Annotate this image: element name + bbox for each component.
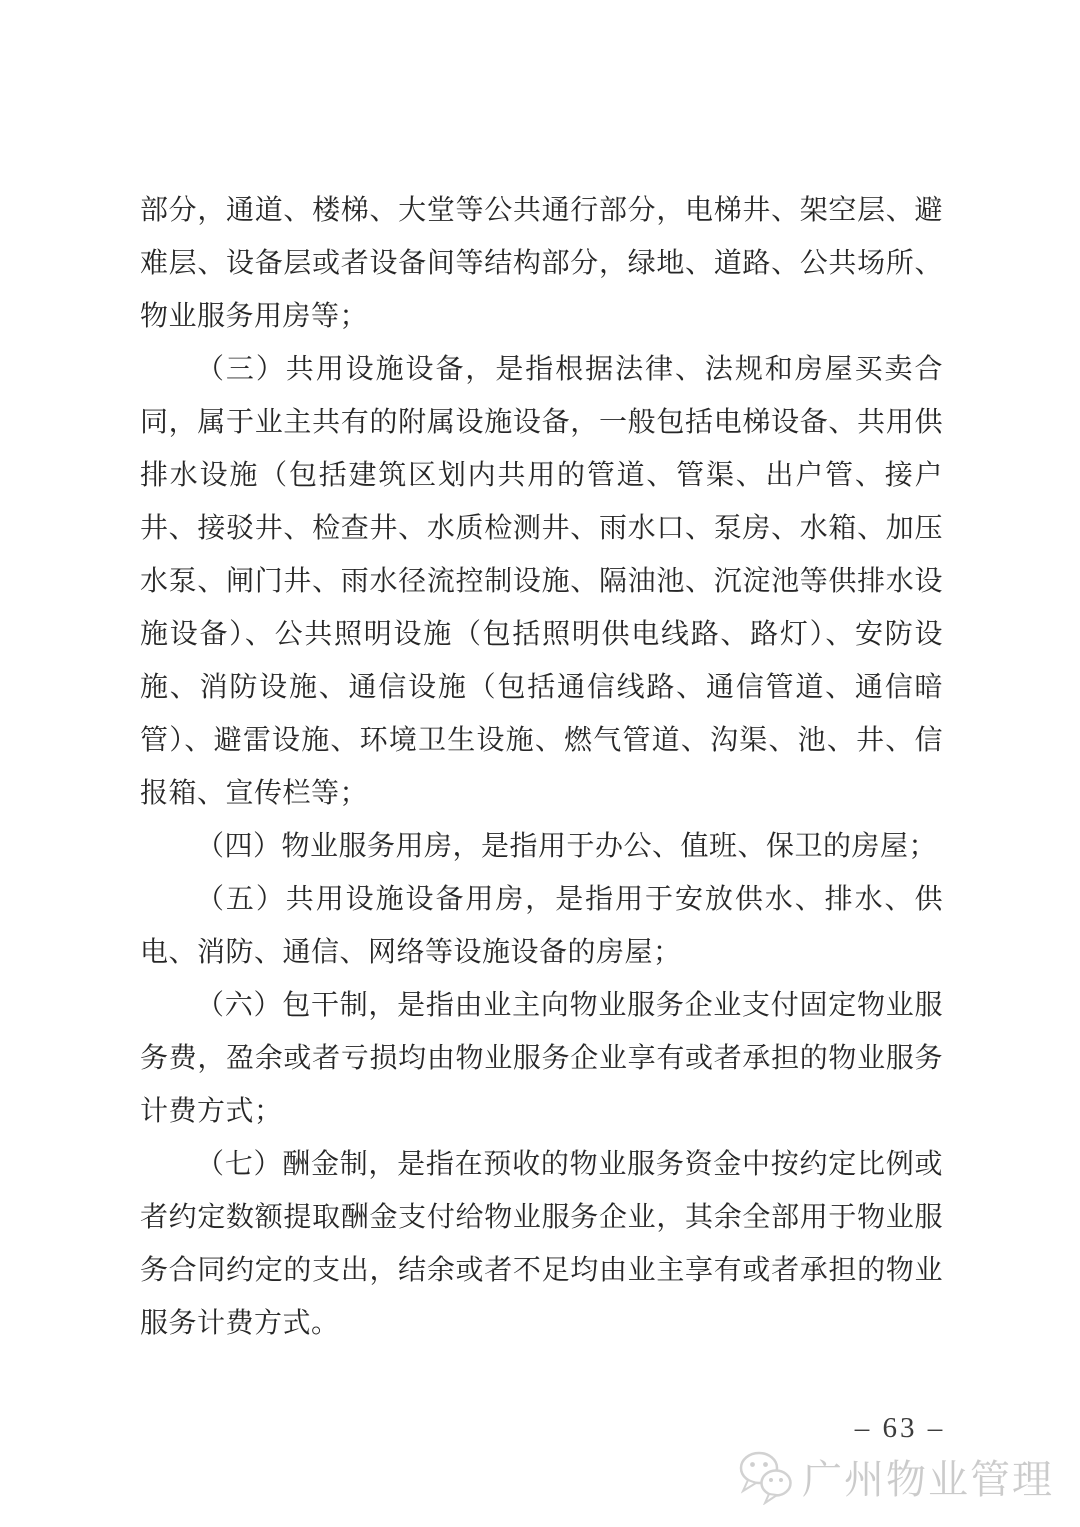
page-number: – 63 – — [854, 1412, 946, 1444]
wechat-icon — [738, 1449, 794, 1505]
paragraph: （四）物业服务用房，是指用于办公、值班、保卫的房屋； — [196, 831, 938, 862]
paragraph: （六）包干制，是指由业主向物业服务企业支付固定物业服务费，盈余或者亏损均由物业服务企业享有或者承担的物业服务计费方式； — [140, 990, 943, 1127]
paragraph: （七）酬金制，是指在预收的物业服务资金中按约定比例或者约定数额提取酬金支付给物业服务企业，其余全部用于物业服务合同约定的支出，结余或者不足均由业主享有或者承担的物业服务计费方式。 — [140, 1149, 943, 1339]
document-body — [140, 184, 943, 1350]
paragraph: 部分，通道、楼梯、大堂等公共通行部分，电梯井、架空层、避难层、设备层或者设备间等结构部分，绿地、道路、公共场所、物业服务用房等； — [140, 195, 943, 332]
paragraph: （三）共用设施设备，是指根据法律、法规和房屋买卖合同，属于业主共有的附属设施设备，一般包括电梯设备、共用供排水设施（包括建筑区划内共用的管道、管渠、出户管、接户井、接驳井、检查井、水质检测井、雨水口、泵房、水箱、加压水泵、闸门井、雨水径流控制设施、隔油池、沉淀池等供排水设施设备）、公共照明设施（包括照明供电线路、路灯）、安防设施、消防设施、通信设施（包括通信线路、通信管道、通信暗管）、避雷设施、环境卫生设施、燃气管道、沟渠、池、井、信报箱、宣传栏等； — [140, 354, 943, 809]
watermark — [738, 1448, 1054, 1505]
watermark-text: 广州物业管理 — [802, 1457, 1054, 1502]
paragraph: （五）共用设施设备用房，是指用于安放供水、排水、供电、消防、通信、网络等设施设备的房屋； — [140, 884, 943, 968]
